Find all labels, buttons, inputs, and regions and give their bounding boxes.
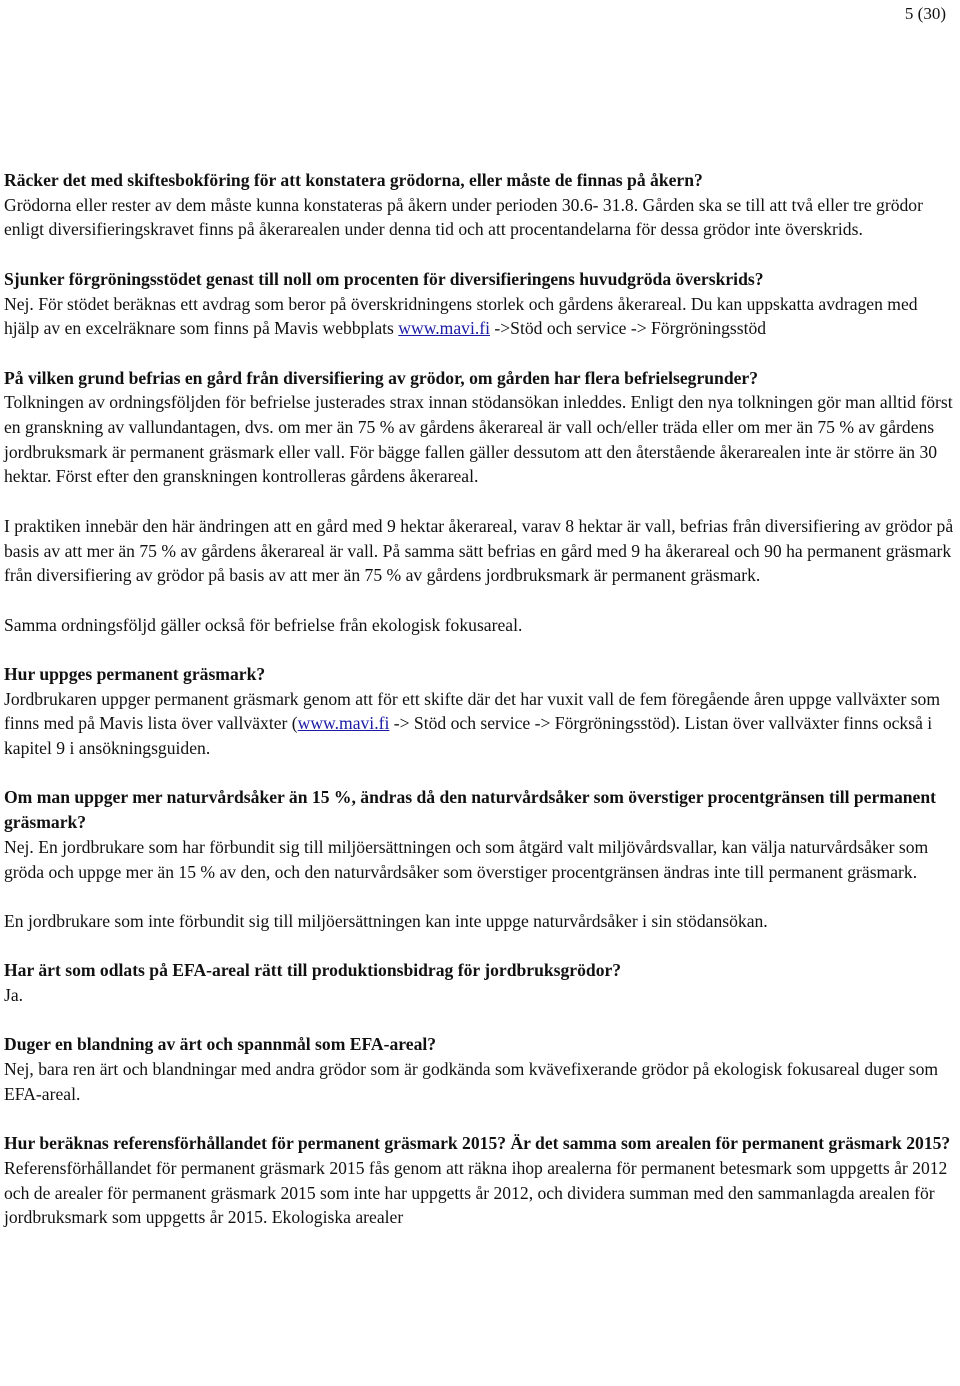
mavi-link[interactable]: www.mavi.fi <box>398 318 490 339</box>
qa-section-permanent-grasmark <box>4 662 956 761</box>
answer-text: Grödorna eller rester av dem måste kunna konstateras på åkern under perioden 30.6- 31.8. Gården ska se till att två eller tre grödor enligt diversifieringskravet finns på åkerarealen under denna tid och att procentandelarna för dessa grödor inte överskrids. <box>4 194 923 240</box>
question-heading: Hur uppges permanent gräsmark? <box>4 663 266 684</box>
question-heading: På vilken grund befrias en gård från diversifiering av grödor, om gården har flera befrielsegrunder? <box>4 367 759 388</box>
answer-text: Tolkningen av ordningsföljden för befrielse justerades strax innan stödansökan inleddes. Enligt den nya tolkningen gör man alltid först en granskning av vallundantagen, dvs. om mer än 75 % av gårdens åkerareal är vall och/eller träda eller om mer än 75 % av gårdens jordbruksmark är permanent gräsmark eller vall. För bägge fallen gäller dessutom att den återstående åkerarealen inte är större än 30 hektar. Först efter den granskningen kontrolleras gårdens åkerareal. <box>4 392 953 487</box>
qa-section-referensforhallande <box>4 1131 956 1230</box>
page-number: 5 (30) <box>904 4 946 23</box>
document-body <box>4 168 956 1255</box>
answer-text: Nej, bara ren ärt och blandningar med andra grödor som är godkända som kvävefixerande grödor på ekologisk fokusareal duger som EFA-areal. <box>4 1059 939 1104</box>
question-heading: Hur beräknas referensförhållandet för permanent gräsmark 2015? Är det samma som arealen för permanent gräsmark 2015? <box>4 1133 951 1154</box>
qa-section-blandning <box>4 1032 956 1106</box>
answer-text-part: Nej. För stödet beräknas ett avdrag som beror på överskridningens storlek och gårdens åkerareal. Du kan uppskatta avdragen med hjälp av en excelräknare som finns på Mavis webbplats <box>4 293 918 339</box>
question-heading: Sjunker förgröningsstödet genast till noll om procenten för diversifieringens huvudgröda överskrids? <box>4 268 764 289</box>
qa-section-naturvardsaker <box>4 785 956 884</box>
qa-section-art-efa <box>4 958 956 1007</box>
question-heading: Räcker det med skiftesbokföring för att konstatera grödorna, eller måste de finnas på åkern? <box>4 170 703 190</box>
answer-text: Referensförhållandet för permanent gräsmark 2015 fås genom att räkna ihop arealerna för permanent betesmark som uppgetts år 2012 och de arealer för permanent gräsmark 2015 som inte har uppgetts år 2012, och dividera summan med den sammanlagda arealen för jordbruksmark som uppgetts år 2015. Ekologiska arealer <box>4 1157 948 1228</box>
question-heading: Duger en blandning av ärt och spannmål som EFA-areal? <box>4 1034 437 1055</box>
answer-text: Ja. <box>4 985 24 1006</box>
qa-section-skiftesbokforing <box>4 168 956 242</box>
paragraph-text: En jordbrukare som inte förbundit sig till miljöersättningen kan inte uppge naturvårdsåker i sin stödansökan. <box>4 910 768 931</box>
paragraph-miljoersattning <box>4 909 956 934</box>
answer-text-part: ->Stöd och service -> Förgröningsstöd <box>489 318 767 339</box>
answer-text-part: -> Stöd och service -> Förgröningsstöd). Listan över vallväxter finns också i kapitel 9 i ansökningsguiden. <box>4 713 933 759</box>
paragraph-text: I praktiken innebär den här ändringen att en gård med 9 hektar åkerareal, varav 8 hektar är vall, befrias från diversifiering av grödor på basis av att mer än 75 % av gårdens åkerareal är vall. På samma sätt befrias en gård med 9 ha åkerareal och 90 ha permanent gräsmark från diversifiering av grödor på basis av att mer än 75 % av gårdens jordbruksmark är permanent gräsmark. <box>4 515 954 586</box>
question-heading: Om man uppger mer naturvårdsåker än 15 %, ändras då den naturvårdsåker som överstiger procentgränsen till permanent gräsmark? <box>4 787 936 833</box>
answer-text-part: Jordbrukaren uppger permanent gräsmark genom att för ett skifte där det har vuxit vall de fem föregående åren uppge vallväxter som finns med på Mavis lista över vallväxter ( <box>4 688 941 734</box>
qa-section-forgroningsstod <box>4 267 956 341</box>
paragraph-praktiken <box>4 514 956 588</box>
paragraph-text: Samma ordningsföljd gäller också för befrielse från ekologisk fokusareal. <box>4 614 523 635</box>
question-heading: Har ärt som odlats på EFA-areal rätt till produktionsbidrag för jordbruksgrödor? <box>4 960 622 981</box>
qa-section-befrielsegrunder <box>4 366 956 490</box>
answer-text <box>4 292 956 341</box>
answer-text: Nej. En jordbrukare som har förbundit sig till miljöersättningen och som åtgärd valt miljövårdsvallar, kan välja naturvårdsåker som gröda och uppge mer än 15 % av den, och den naturvårdsåker som överstiger procentgränsen ändras inte till permanent gräsmark. <box>4 836 929 882</box>
mavi-link[interactable]: www.mavi.fi <box>297 713 390 734</box>
answer-text <box>4 687 956 761</box>
paragraph-ordningsfoljd <box>4 613 956 638</box>
